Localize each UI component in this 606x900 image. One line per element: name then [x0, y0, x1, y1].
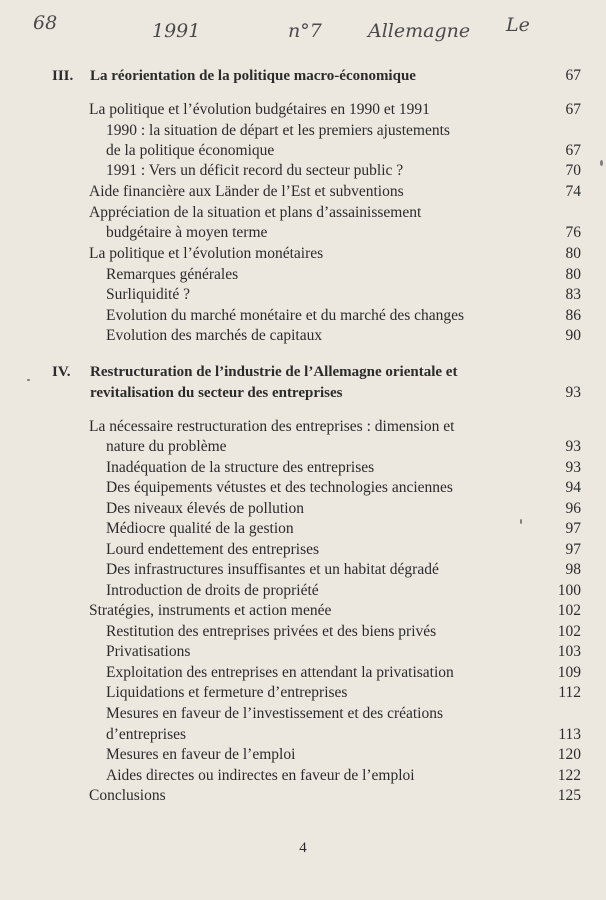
entry-text: Exploitation des entreprises en attendant la privatisation [106, 664, 454, 681]
entry-page: 97 [565, 520, 581, 537]
entry-text: de la politique économique [106, 142, 275, 159]
entry-page: 93 [565, 438, 581, 455]
entry-page: 125 [557, 787, 581, 804]
handwritten-year: 1991 [152, 20, 201, 42]
entry-page: 96 [565, 500, 581, 517]
entry-page: 94 [565, 479, 581, 496]
entry-text: Conclusions [89, 787, 166, 804]
entry-page: 102 [557, 623, 581, 640]
paper-speck [27, 379, 30, 381]
entry-text: Stratégies, instruments et action menée [89, 602, 332, 619]
entry-page: 113 [558, 726, 581, 743]
entry-text: Lourd endettement des entreprises [106, 541, 320, 558]
entry-text: Surliquidité ? [106, 286, 190, 303]
entry-text: 1991 : Vers un déficit record du secteur public ? [106, 162, 404, 179]
entry-page: 122 [557, 767, 581, 784]
entry-page: 76 [565, 224, 581, 241]
entry-text: 1990 : la situation de départ et les premiers ajustements [106, 122, 450, 139]
entry-text: budgétaire à moyen terme [106, 224, 268, 241]
section-page: 67 [565, 67, 581, 84]
entry-page: 97 [565, 541, 581, 558]
handwritten-country: Allemagne [368, 20, 471, 42]
paper-speck [600, 160, 603, 166]
entry-page: 112 [558, 684, 581, 701]
section-title-line-1: Restructuration de l’industrie de l’Allemagne orientale et [90, 364, 458, 380]
entry-text: La nécessaire restructuration des entreprises : dimension et [89, 418, 455, 435]
entry-text: Inadéquation de la structure des entreprises [106, 459, 375, 476]
entry-text: La politique et l’évolution monétaires [89, 245, 324, 262]
page-number: 4 [299, 840, 307, 856]
entry-page: 109 [557, 664, 581, 681]
entry-text: d’entreprises [106, 726, 187, 743]
entry-page: 93 [565, 459, 581, 476]
section-title-line-2: revitalisation du secteur des entreprises [90, 385, 343, 401]
entry-page: 120 [557, 746, 581, 763]
handwritten-tail: Le [506, 14, 530, 36]
entry-page: 80 [565, 245, 581, 262]
entry-text: Mesures en faveur de l’investissement et des créations [106, 705, 444, 722]
entry-page: 98 [565, 561, 581, 578]
paper-speck [520, 519, 522, 524]
entry-text: Restitution des entreprises privées et des biens privés [106, 623, 437, 640]
entry-text: Liquidations et fermeture d’entreprises [106, 684, 348, 701]
entry-page: 86 [565, 307, 581, 324]
entry-text: Evolution des marchés de capitaux [106, 327, 323, 344]
entry-page: 83 [565, 286, 581, 303]
entry-text: nature du problème [106, 438, 227, 455]
entry-text: Appréciation de la situation et plans d’assainissement [89, 204, 422, 221]
entry-page: 90 [565, 327, 581, 344]
entry-text: Introduction de droits de propriété [106, 582, 319, 599]
entry-text: Aide financière aux Länder de l’Est et subventions [89, 183, 404, 200]
entry-page: 102 [557, 602, 581, 619]
entry-page: 103 [557, 643, 581, 660]
entry-text: Des niveaux élevés de pollution [106, 500, 305, 517]
entry-text: Remarques générales [106, 266, 239, 283]
entry-page: 74 [565, 183, 581, 200]
entry-text: Médiocre qualité de la gestion [106, 520, 294, 537]
handwritten-issue: n°7 [288, 20, 322, 42]
entry-text: La politique et l’évolution budgétaires en 1990 et 1991 [89, 101, 430, 118]
entry-text: Des infrastructures insuffisantes et un habitat dégradé [106, 561, 439, 578]
section-title: La réorientation de la politique macro-économique [90, 68, 416, 84]
entry-page: 67 [565, 142, 581, 159]
section-numeral: III. [52, 68, 74, 84]
section-page: 93 [565, 384, 581, 401]
entry-page: 80 [565, 266, 581, 283]
entry-text: Mesures en faveur de l’emploi [106, 746, 296, 763]
entry-page: 70 [565, 162, 581, 179]
handwritten-number: 68 [33, 12, 58, 34]
section-numeral: IV. [52, 364, 71, 380]
entry-page: 100 [557, 582, 581, 599]
entry-text: Aides directes ou indirectes en faveur de l’emploi [106, 767, 415, 784]
entry-text: Des équipements vétustes et des technologies anciennes [106, 479, 453, 496]
entry-page: 67 [565, 101, 581, 118]
entry-text: Evolution du marché monétaire et du marché des changes [106, 307, 465, 324]
entry-text: Privatisations [106, 643, 191, 660]
